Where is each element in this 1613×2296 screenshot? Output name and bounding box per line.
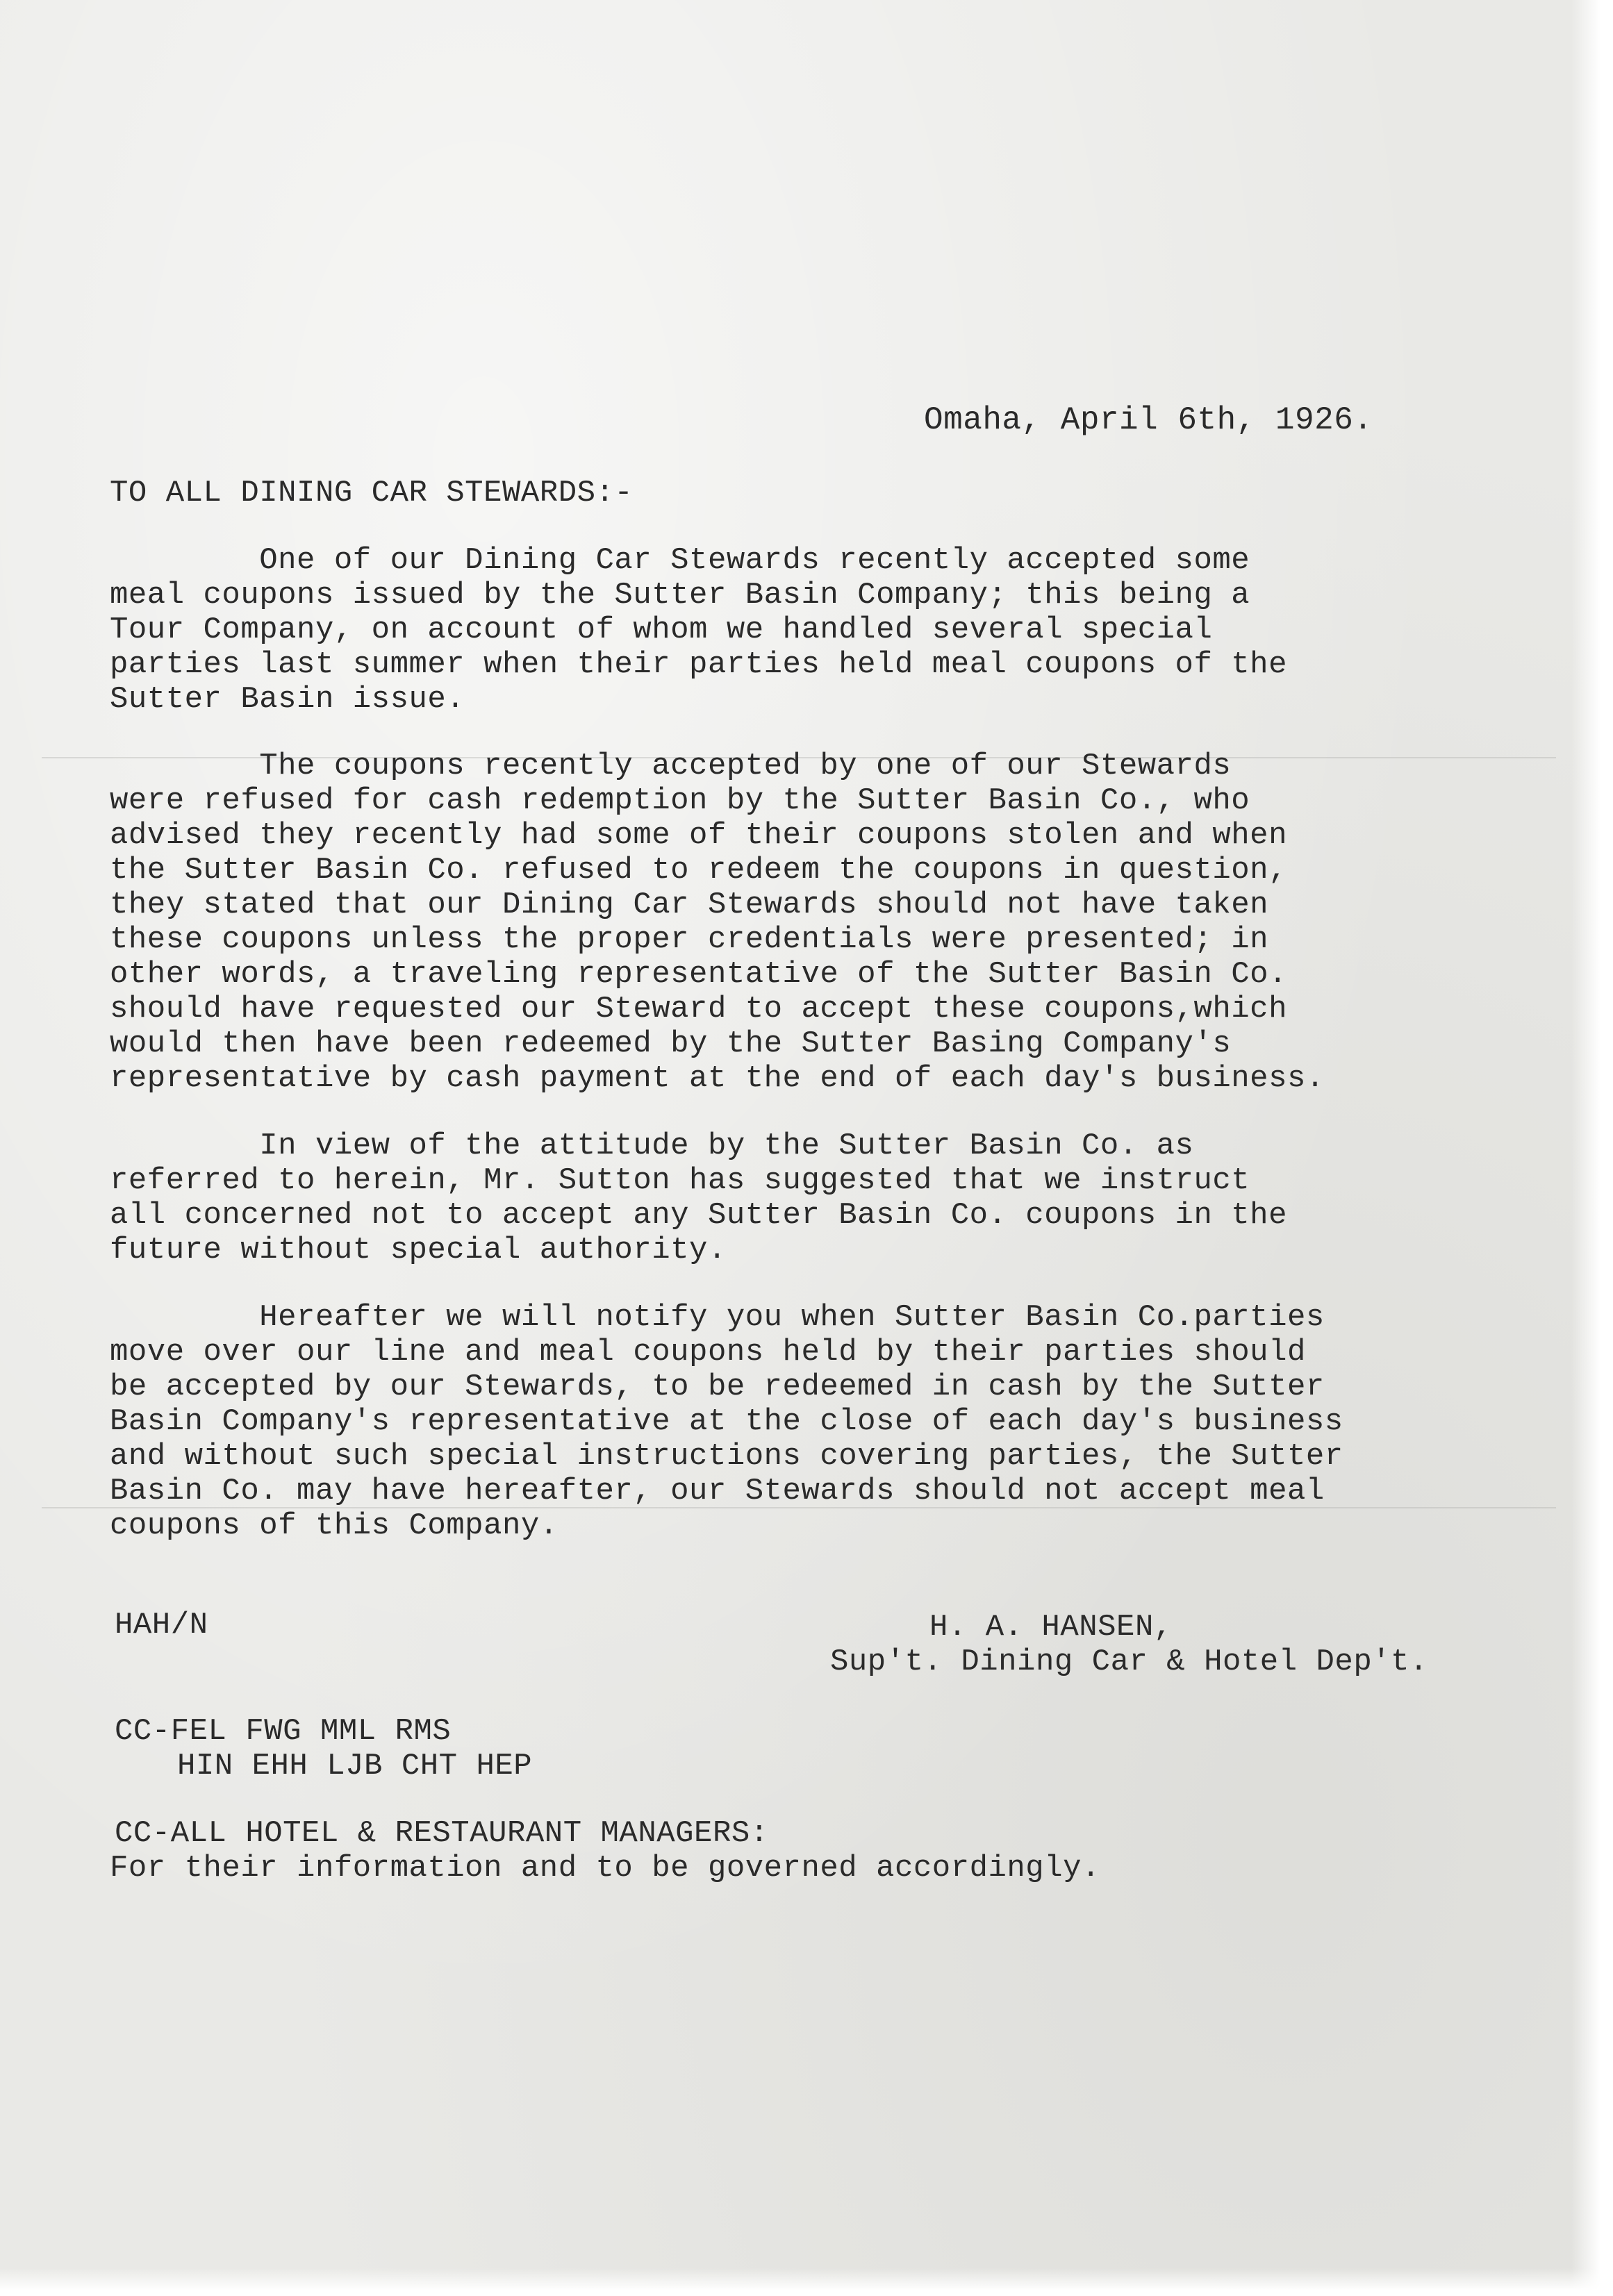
cc-list-line-1: CC-FEL FWG MML RMS <box>115 1714 452 1749</box>
letter-date: Omaha, April 6th, 1926. <box>924 402 1373 438</box>
paragraph-line: Tour Company, on account of whom we handled several special <box>110 613 1213 647</box>
paragraph-line: In view of the attitude by the Sutter Basin Co. as <box>110 1129 1194 1163</box>
paragraph-line: the Sutter Basin Co. refused to redeem the coupons in question, <box>110 853 1287 888</box>
paragraph-line: Basin Company's representative at the close of each day's business <box>110 1404 1343 1439</box>
paragraph-1 <box>110 543 1513 717</box>
paragraph-line: move over our line and meal coupons held by their parties should <box>110 1335 1306 1370</box>
paragraph-line: were refused for cash redemption by the Sutter Basin Co., who <box>110 783 1250 818</box>
paragraph-line: Sutter Basin issue. <box>110 682 465 717</box>
paper-edge <box>0 2268 1613 2296</box>
cc-list-line-2: HIN EHH LJB CHT HEP <box>177 1749 533 1783</box>
paragraph-line: these coupons unless the proper credentials were presented; in <box>110 922 1269 957</box>
paragraph-line: The coupons recently accepted by one of our Stewards <box>110 749 1232 783</box>
paragraph-line: would then have been redeemed by the Sutter Basing Company's <box>110 1026 1232 1061</box>
paragraph-3 <box>110 1129 1513 1267</box>
paragraph-4 <box>110 1300 1513 1543</box>
paragraph-line: should have requested our Steward to accept these coupons,which <box>110 992 1287 1026</box>
paragraph-line: Hereafter we will notify you when Sutter Basin Co.parties <box>110 1300 1325 1335</box>
paragraph-2 <box>110 749 1513 1096</box>
paragraph-line: all concerned not to accept any Sutter Basin Co. coupons in the <box>110 1198 1287 1233</box>
paragraph-line: future without special authority. <box>110 1233 727 1267</box>
paragraph-line: be accepted by our Stewards, to be redeemed in cash by the Sutter <box>110 1370 1325 1404</box>
paragraph-line: advised they recently had some of their coupons stolen and when <box>110 818 1287 853</box>
signature-title: Sup't. Dining Car & Hotel Dep't. <box>830 1645 1428 1679</box>
paragraph-line: and without such special instructions covering parties, the Sutter <box>110 1439 1343 1474</box>
paragraph-line: other words, a traveling representative of the Sutter Basin Co. <box>110 957 1287 992</box>
salutation: TO ALL DINING CAR STEWARDS:- <box>110 476 634 510</box>
cc-managers-note: For their information and to be governed accordingly. <box>110 1851 1100 1886</box>
paragraph-line: they stated that our Dining Car Stewards should not have taken <box>110 888 1269 922</box>
signature-name: H. A. HANSEN, <box>929 1610 1173 1645</box>
paragraph-line: meal coupons issued by the Sutter Basin Company; this being a <box>110 578 1250 613</box>
cc-managers-line: CC-ALL HOTEL & RESTAURANT MANAGERS: <box>115 1816 769 1851</box>
paragraph-line: Basin Co. may have hereafter, our Stewards should not accept meal <box>110 1474 1325 1508</box>
paragraph-line: coupons of this Company. <box>110 1508 559 1543</box>
paper-edge <box>1571 0 1613 2296</box>
typist-initials: HAH/N <box>115 1608 208 1642</box>
paragraph-line: referred to herein, Mr. Sutton has suggested that we instruct <box>110 1163 1250 1198</box>
paragraph-line: parties last summer when their parties held meal coupons of the <box>110 647 1287 682</box>
paragraph-line: representative by cash payment at the end of each day's business. <box>110 1061 1325 1096</box>
paragraph-line: One of our Dining Car Stewards recently accepted some <box>110 543 1250 578</box>
